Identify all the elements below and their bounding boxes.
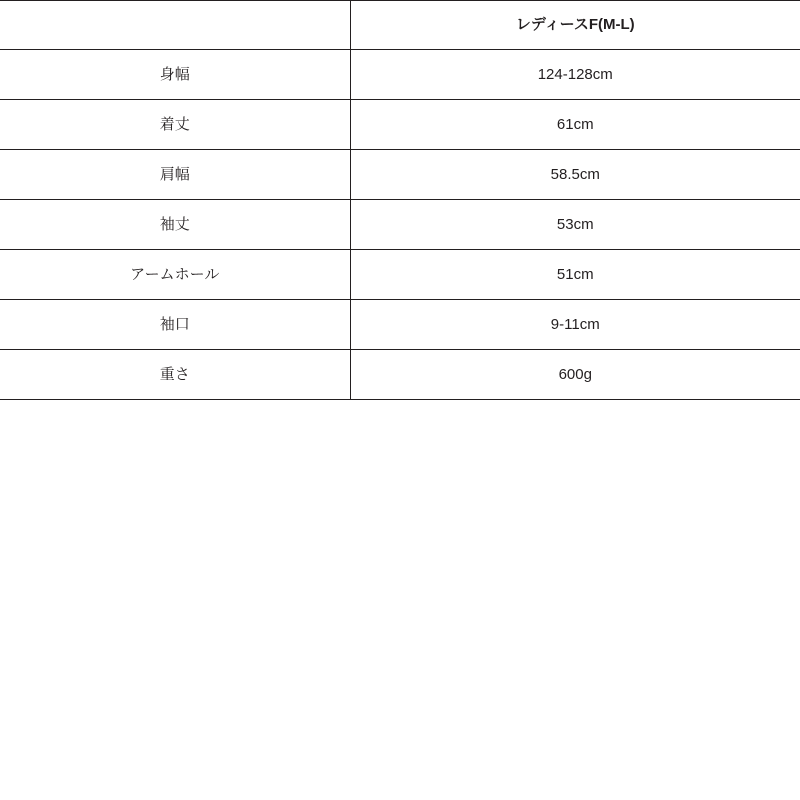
row-label: 袖口 <box>0 300 350 350</box>
row-label: アームホール <box>0 250 350 300</box>
row-value: 58.5cm <box>350 150 800 200</box>
column-header-measurement <box>0 1 350 50</box>
row-value: 61cm <box>350 100 800 150</box>
row-label: 肩幅 <box>0 150 350 200</box>
table-row <box>0 150 800 200</box>
table-row <box>0 100 800 150</box>
row-value: 51cm <box>350 250 800 300</box>
row-label: 袖丈 <box>0 200 350 250</box>
table-body <box>0 50 800 400</box>
row-label: 重さ <box>0 350 350 400</box>
table-row <box>0 200 800 250</box>
column-header-size: レディースF(M-L) <box>350 1 800 50</box>
row-value: 53cm <box>350 200 800 250</box>
row-value: 9-11cm <box>350 300 800 350</box>
row-label: 着丈 <box>0 100 350 150</box>
row-value: 600g <box>350 350 800 400</box>
table-row <box>0 50 800 100</box>
table-header <box>0 1 800 50</box>
row-label: 身幅 <box>0 50 350 100</box>
table-row <box>0 350 800 400</box>
table-header-row <box>0 1 800 50</box>
table-row <box>0 250 800 300</box>
table-row <box>0 300 800 350</box>
row-value: 124-128cm <box>350 50 800 100</box>
